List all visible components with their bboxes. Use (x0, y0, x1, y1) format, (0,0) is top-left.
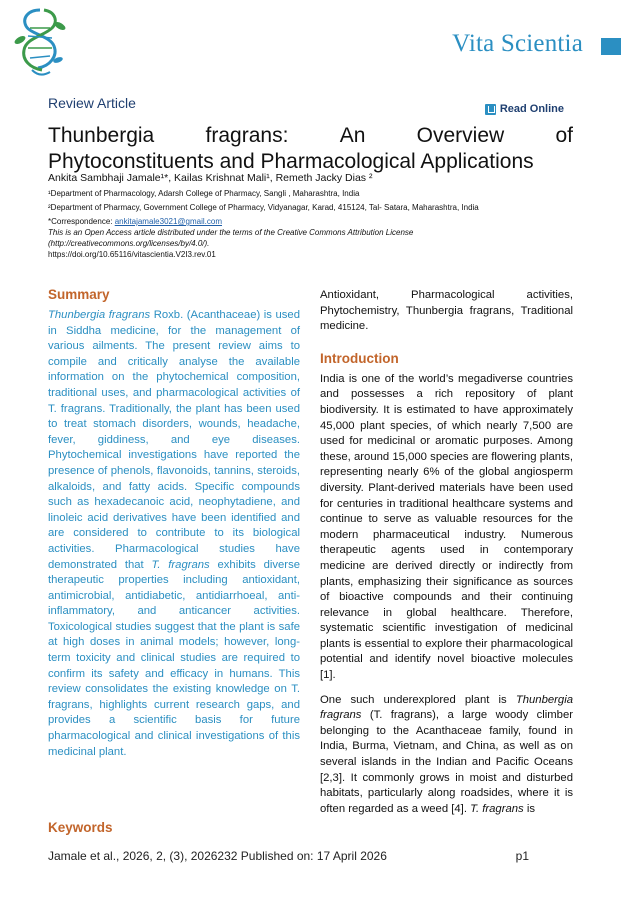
footer-citation: Jamale et al., 2026, 2, (3), 2026232 Published on: 17 April 2026 (48, 849, 387, 863)
summary-part-2: exhibits diverse therapeutic properties including antioxidant, antimicrobial, antidiabetic, antidiarrhoeal, anti-inflammatory, and anticancer activities. Toxicological studies suggest that the plant is safe at high doses in animal models; however, long-term toxicity and clinical studies are required to confirm its safety and efficacy in humans. This review consolidates the existing knowledge on T. fragrans, highlights current research gaps, and provides a scientific basis for future pharmacological and clinical investigations of this medicinal plant. (48, 558, 300, 758)
article-meta (48, 172, 568, 260)
species-name: Thunbergia fragrans (320, 693, 573, 722)
title-word: Thunbergia (48, 124, 155, 147)
title-word: fragrans: (205, 124, 289, 147)
intro-p2-part-a: One such underexplored plant is (320, 693, 516, 706)
summary-text (48, 308, 300, 760)
title-word: An (339, 124, 366, 147)
doi-link[interactable]: https://doi.org/10.65116/vitascientia.V2I3.rev.01 (48, 250, 216, 259)
introduction-heading: Introduction (320, 350, 399, 366)
affiliation-1: ¹Department of Pharmacology, Adarsh College of Pharmacy, Sangli , Maharashtra, India (48, 189, 360, 198)
intro-p2-part-c: is (523, 802, 536, 815)
brand-square-icon (601, 38, 621, 55)
summary-part-1: Roxb. (Acanthaceae) is used in Siddha medicine, for the management of various ailments. The present review aims to compile and critically analyse the available information on the phytochemical composition, traditional uses, and pharmacological activities of T. fragrans. Traditionally, the plant has been used to treat stomach disorders, wounds, headache, fever, giddiness, and eye diseases. Phytochemical investigations have reported the presence of phenols, flavonoids, tannins, steroids, alkaloids, and fatty acids. Specific compounds such as hexadecanoic acid, neophytadiene, and linoleic acid derivatives have been identified and are considered to contribute to its biological activities. Pharmacological studies have demonstrated that (48, 309, 301, 571)
intro-p2-part-b: (T. fragrans), a large woody climber belonging to the Acanthaceae family, found in India, Burma, Vietnam, and China, as well as on several islands in the Indian and Pacific Oceans [2,3]. It commonly grows in moist and disturbed habitats, particularly along roadsides, where it is often regarded as a weed [4]. (320, 709, 573, 815)
title-line-2: Phytoconstituents and Pharmacological Applications (48, 150, 534, 173)
title-word: of (555, 124, 573, 147)
correspondence-label: *Correspondence: (48, 217, 115, 226)
species-name: Thunbergia fragrans (48, 309, 151, 321)
read-online-icon (485, 104, 496, 115)
license-text: This is an Open Access article distributed under the terms of the Creative Commons Attribution License (http://creativecommons.org/licenses/by/4.0/). (48, 228, 414, 248)
species-name-short: T. fragrans (470, 802, 524, 815)
correspondence (48, 216, 568, 227)
page-number: p1 (515, 849, 529, 863)
authors: Ankita Sambhaji Jamale¹*, Kailas Krishnat Mali¹, Remeth Jacky Dias ² (48, 172, 373, 184)
left-column (48, 287, 300, 760)
read-online-label: Read Online (499, 103, 564, 115)
article-title (48, 123, 573, 175)
keywords-text: Antioxidant, Pharmacological activities, Phytochemistry, Thunbergia fragrans, Traditional medicine. (320, 289, 573, 333)
title-word: Overview (416, 124, 505, 147)
summary-heading: Summary (48, 287, 110, 302)
affiliation-2: ²Department of Pharmacy, Government College of Pharmacy, Vidyanagar, Karad, 415124, Tal- Satara, Maharashtra, India (48, 203, 479, 212)
intro-paragraph-2 (320, 693, 573, 818)
journal-name: Vita Scientia (452, 30, 583, 57)
intro-paragraph-1: India is one of the world’s megadiverse countries and possesses a rich repository of plant biodiversity. It is estimated to have approximately 45,000 plant species, of which nearly 7,500 are used for medicinal or aromatic purposes. Among these, around 15,000 species are flowering plants, representing nearly 6% of the global angiosperm diversity. Plant-derived materials have been used for centuries in traditional healthcare systems and continue to serve as valuable resources for the modern pharmaceutical industry. Numerous therapeutic agents used in contemporary medicine are derived directly or indirectly from plants, emphasizing their significance as sources of bioactive compounds and their continuing relevance in global healthcare. Therefore, systematic scientific investigation of medicinal plants is essential to explore their pharmacological potential and identify novel bioactive molecules [1]. (320, 372, 573, 682)
read-online-link[interactable] (485, 103, 564, 115)
article-type: Review Article (48, 95, 136, 111)
right-column (320, 288, 573, 826)
species-name-short: T. fragrans (151, 558, 210, 571)
keywords-heading: Keywords (48, 820, 113, 835)
page-footer (48, 849, 529, 863)
journal-logo-icon (10, 4, 70, 78)
correspondence-email-link[interactable]: ankitajamale3021@gmail.com (114, 217, 223, 226)
